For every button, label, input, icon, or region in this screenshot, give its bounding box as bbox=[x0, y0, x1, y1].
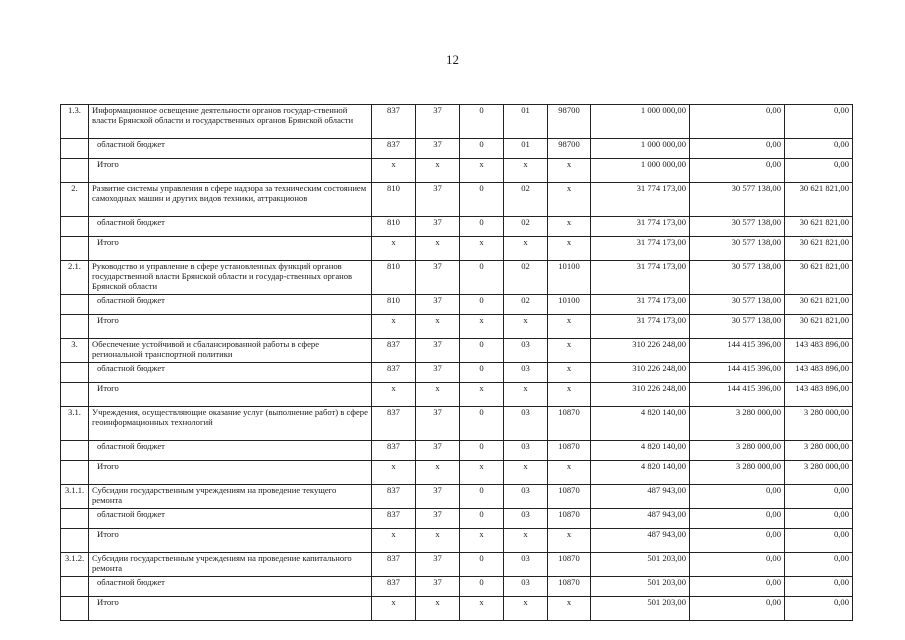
code-event-cell: 03 bbox=[504, 339, 548, 363]
row-name-cell: областной бюджет bbox=[89, 509, 372, 529]
row-name-cell: областной бюджет bbox=[89, 295, 372, 315]
code-program-cell: x bbox=[416, 315, 460, 339]
code-subprogram-cell: 0 bbox=[460, 485, 504, 509]
code-grbs-cell: 837 bbox=[372, 105, 416, 139]
code-subprogram-cell: x bbox=[460, 315, 504, 339]
row-number-cell bbox=[61, 461, 89, 485]
code-subprogram-cell: x bbox=[460, 461, 504, 485]
row-number-cell: 1.3. bbox=[61, 105, 89, 139]
row-number-cell: 2.1. bbox=[61, 261, 89, 295]
row-number-cell: 3.1. bbox=[61, 407, 89, 441]
amount-year3-cell: 0,00 bbox=[785, 105, 853, 139]
code-grbs-cell: 837 bbox=[372, 577, 416, 597]
amount-year3-cell: 30 621 821,00 bbox=[785, 183, 853, 217]
section-row bbox=[61, 183, 853, 217]
code-subprogram-cell: 0 bbox=[460, 577, 504, 597]
total-row bbox=[61, 315, 853, 339]
code-program-cell: 37 bbox=[416, 553, 460, 577]
row-name-cell: Итого bbox=[89, 597, 372, 621]
amount-year2-cell: 0,00 bbox=[690, 105, 785, 139]
section-row bbox=[61, 553, 853, 577]
code-direction-cell: 98700 bbox=[548, 139, 591, 159]
code-grbs-cell: 810 bbox=[372, 261, 416, 295]
code-program-cell: x bbox=[416, 159, 460, 183]
code-program-cell: 37 bbox=[416, 261, 460, 295]
code-grbs-cell: x bbox=[372, 461, 416, 485]
code-direction-cell: 10100 bbox=[548, 261, 591, 295]
code-direction-cell: x bbox=[548, 315, 591, 339]
code-direction-cell: 98700 bbox=[548, 105, 591, 139]
section-row bbox=[61, 407, 853, 441]
code-grbs-cell: 837 bbox=[372, 441, 416, 461]
code-program-cell: 37 bbox=[416, 339, 460, 363]
code-program-cell: 37 bbox=[416, 139, 460, 159]
amount-year3-cell: 0,00 bbox=[785, 529, 853, 553]
code-subprogram-cell: x bbox=[460, 237, 504, 261]
code-subprogram-cell: x bbox=[460, 597, 504, 621]
code-grbs-cell: 837 bbox=[372, 407, 416, 441]
row-name-cell: Итого bbox=[89, 529, 372, 553]
code-subprogram-cell: 0 bbox=[460, 295, 504, 315]
code-subprogram-cell: 0 bbox=[460, 261, 504, 295]
amount-year3-cell: 0,00 bbox=[785, 577, 853, 597]
code-subprogram-cell: 0 bbox=[460, 553, 504, 577]
code-grbs-cell: x bbox=[372, 159, 416, 183]
code-program-cell: 37 bbox=[416, 441, 460, 461]
code-grbs-cell: x bbox=[372, 529, 416, 553]
amount-year2-cell: 144 415 396,00 bbox=[690, 383, 785, 407]
row-number-cell bbox=[61, 383, 89, 407]
code-grbs-cell: 837 bbox=[372, 139, 416, 159]
code-subprogram-cell: x bbox=[460, 529, 504, 553]
code-grbs-cell: x bbox=[372, 315, 416, 339]
code-program-cell: 37 bbox=[416, 217, 460, 237]
amount-year1-cell: 501 203,00 bbox=[591, 597, 690, 621]
section-row bbox=[61, 339, 853, 363]
amount-year1-cell: 1 000 000,00 bbox=[591, 139, 690, 159]
code-event-cell: 02 bbox=[504, 217, 548, 237]
code-direction-cell: 10870 bbox=[548, 441, 591, 461]
code-subprogram-cell: 0 bbox=[460, 105, 504, 139]
code-event-cell: x bbox=[504, 315, 548, 339]
code-subprogram-cell: 0 bbox=[460, 441, 504, 461]
code-grbs-cell: 837 bbox=[372, 485, 416, 509]
code-event-cell: x bbox=[504, 529, 548, 553]
row-name-cell: Итого bbox=[89, 237, 372, 261]
page-number: 12 bbox=[446, 52, 459, 67]
code-program-cell: 37 bbox=[416, 363, 460, 383]
amount-year3-cell: 30 621 821,00 bbox=[785, 237, 853, 261]
total-row bbox=[61, 597, 853, 621]
code-event-cell: 03 bbox=[504, 577, 548, 597]
row-number-cell: 3.1.2. bbox=[61, 553, 89, 577]
total-row bbox=[61, 461, 853, 485]
code-direction-cell: x bbox=[548, 237, 591, 261]
code-event-cell: x bbox=[504, 159, 548, 183]
amount-year1-cell: 4 820 140,00 bbox=[591, 407, 690, 441]
amount-year2-cell: 3 280 000,00 bbox=[690, 461, 785, 485]
amount-year3-cell: 3 280 000,00 bbox=[785, 407, 853, 441]
row-name-cell: Руководство и управление в сфере установленных функций органов государственной власти Брянской области и государ-ственных органов Брянской области bbox=[89, 261, 372, 295]
amount-year1-cell: 487 943,00 bbox=[591, 529, 690, 553]
row-name-cell: Субсидии государственным учреждениям на проведение капитального ремонта bbox=[89, 553, 372, 577]
amount-year2-cell: 144 415 396,00 bbox=[690, 363, 785, 383]
row-number-cell bbox=[61, 597, 89, 621]
amount-year3-cell: 0,00 bbox=[785, 139, 853, 159]
code-direction-cell: 10870 bbox=[548, 577, 591, 597]
code-direction-cell: 10870 bbox=[548, 485, 591, 509]
amount-year2-cell: 30 577 138,00 bbox=[690, 315, 785, 339]
amount-year2-cell: 0,00 bbox=[690, 139, 785, 159]
row-number-cell: 3. bbox=[61, 339, 89, 363]
row-number-cell bbox=[61, 441, 89, 461]
code-grbs-cell: 810 bbox=[372, 183, 416, 217]
amount-year2-cell: 3 280 000,00 bbox=[690, 441, 785, 461]
row-name-cell: Итого bbox=[89, 315, 372, 339]
amount-year1-cell: 4 820 140,00 bbox=[591, 441, 690, 461]
row-number-cell bbox=[61, 295, 89, 315]
code-subprogram-cell: 0 bbox=[460, 407, 504, 441]
amount-year2-cell: 30 577 138,00 bbox=[690, 237, 785, 261]
row-name-cell: Итого bbox=[89, 159, 372, 183]
code-grbs-cell: 810 bbox=[372, 217, 416, 237]
budget-source-row bbox=[61, 295, 853, 315]
amount-year1-cell: 31 774 173,00 bbox=[591, 295, 690, 315]
budget-source-row bbox=[61, 577, 853, 597]
code-event-cell: 01 bbox=[504, 105, 548, 139]
code-grbs-cell: 837 bbox=[372, 339, 416, 363]
amount-year2-cell: 30 577 138,00 bbox=[690, 261, 785, 295]
amount-year2-cell: 30 577 138,00 bbox=[690, 295, 785, 315]
amount-year1-cell: 31 774 173,00 bbox=[591, 237, 690, 261]
amount-year1-cell: 310 226 248,00 bbox=[591, 339, 690, 363]
row-number-cell bbox=[61, 217, 89, 237]
code-subprogram-cell: 0 bbox=[460, 183, 504, 217]
row-number-cell bbox=[61, 363, 89, 383]
budget-source-row bbox=[61, 363, 853, 383]
code-event-cell: 02 bbox=[504, 295, 548, 315]
code-event-cell: 03 bbox=[504, 553, 548, 577]
amount-year2-cell: 0,00 bbox=[690, 529, 785, 553]
code-event-cell: x bbox=[504, 383, 548, 407]
code-direction-cell: 10100 bbox=[548, 295, 591, 315]
code-program-cell: 37 bbox=[416, 105, 460, 139]
row-number-cell bbox=[61, 139, 89, 159]
section-row bbox=[61, 105, 853, 139]
amount-year2-cell: 0,00 bbox=[690, 159, 785, 183]
code-direction-cell: 10870 bbox=[548, 509, 591, 529]
amount-year1-cell: 487 943,00 bbox=[591, 509, 690, 529]
code-program-cell: x bbox=[416, 529, 460, 553]
code-direction-cell: 10870 bbox=[548, 553, 591, 577]
amount-year3-cell: 30 621 821,00 bbox=[785, 295, 853, 315]
budget-table bbox=[60, 104, 853, 621]
code-grbs-cell: 837 bbox=[372, 509, 416, 529]
amount-year1-cell: 1 000 000,00 bbox=[591, 105, 690, 139]
amount-year2-cell: 0,00 bbox=[690, 509, 785, 529]
code-event-cell: 03 bbox=[504, 407, 548, 441]
row-name-cell: областной бюджет bbox=[89, 217, 372, 237]
code-direction-cell: 10870 bbox=[548, 407, 591, 441]
amount-year2-cell: 0,00 bbox=[690, 553, 785, 577]
amount-year3-cell: 30 621 821,00 bbox=[785, 315, 853, 339]
code-grbs-cell: 837 bbox=[372, 363, 416, 383]
row-number-cell bbox=[61, 237, 89, 261]
amount-year3-cell: 143 483 896,00 bbox=[785, 363, 853, 383]
row-name-cell: областной бюджет bbox=[89, 363, 372, 383]
code-program-cell: 37 bbox=[416, 485, 460, 509]
row-name-cell: Учреждения, осуществляющие оказание услуг (выполнение работ) в сфере геоинформационных технологий bbox=[89, 407, 372, 441]
code-direction-cell: x bbox=[548, 363, 591, 383]
row-name-cell: Обеспечение устойчивой и сбалансированной работы в сфере региональной транспортной политики bbox=[89, 339, 372, 363]
row-name-cell: Итого bbox=[89, 461, 372, 485]
amount-year3-cell: 3 280 000,00 bbox=[785, 461, 853, 485]
code-direction-cell: x bbox=[548, 339, 591, 363]
total-row bbox=[61, 383, 853, 407]
total-row bbox=[61, 529, 853, 553]
code-event-cell: x bbox=[504, 237, 548, 261]
section-row bbox=[61, 485, 853, 509]
code-event-cell: 03 bbox=[504, 441, 548, 461]
amount-year3-cell: 143 483 896,00 bbox=[785, 339, 853, 363]
code-program-cell: 37 bbox=[416, 295, 460, 315]
code-direction-cell: x bbox=[548, 159, 591, 183]
amount-year1-cell: 4 820 140,00 bbox=[591, 461, 690, 485]
row-number-cell bbox=[61, 577, 89, 597]
amount-year2-cell: 144 415 396,00 bbox=[690, 339, 785, 363]
amount-year1-cell: 31 774 173,00 bbox=[591, 217, 690, 237]
code-program-cell: x bbox=[416, 597, 460, 621]
amount-year3-cell: 30 621 821,00 bbox=[785, 261, 853, 295]
code-program-cell: x bbox=[416, 461, 460, 485]
code-direction-cell: x bbox=[548, 529, 591, 553]
code-event-cell: 03 bbox=[504, 509, 548, 529]
code-direction-cell: x bbox=[548, 597, 591, 621]
amount-year1-cell: 31 774 173,00 bbox=[591, 315, 690, 339]
code-grbs-cell: 810 bbox=[372, 295, 416, 315]
code-subprogram-cell: 0 bbox=[460, 509, 504, 529]
code-event-cell: 02 bbox=[504, 183, 548, 217]
budget-source-row bbox=[61, 217, 853, 237]
row-number-cell bbox=[61, 509, 89, 529]
budget-source-row bbox=[61, 509, 853, 529]
code-direction-cell: x bbox=[548, 183, 591, 217]
code-event-cell: x bbox=[504, 597, 548, 621]
code-program-cell: x bbox=[416, 383, 460, 407]
amount-year1-cell: 501 203,00 bbox=[591, 577, 690, 597]
code-program-cell: x bbox=[416, 237, 460, 261]
amount-year2-cell: 0,00 bbox=[690, 597, 785, 621]
amount-year1-cell: 501 203,00 bbox=[591, 553, 690, 577]
code-grbs-cell: x bbox=[372, 597, 416, 621]
row-name-cell: областной бюджет bbox=[89, 441, 372, 461]
code-direction-cell: x bbox=[548, 383, 591, 407]
amount-year1-cell: 31 774 173,00 bbox=[591, 261, 690, 295]
code-grbs-cell: x bbox=[372, 237, 416, 261]
amount-year2-cell: 30 577 138,00 bbox=[690, 217, 785, 237]
code-subprogram-cell: 0 bbox=[460, 363, 504, 383]
code-program-cell: 37 bbox=[416, 577, 460, 597]
code-event-cell: 03 bbox=[504, 363, 548, 383]
code-event-cell: x bbox=[504, 461, 548, 485]
row-name-cell: областной бюджет bbox=[89, 577, 372, 597]
amount-year3-cell: 0,00 bbox=[785, 159, 853, 183]
code-subprogram-cell: x bbox=[460, 159, 504, 183]
row-name-cell: областной бюджет bbox=[89, 139, 372, 159]
amount-year2-cell: 0,00 bbox=[690, 485, 785, 509]
budget-source-row bbox=[61, 139, 853, 159]
amount-year1-cell: 1 000 000,00 bbox=[591, 159, 690, 183]
code-direction-cell: x bbox=[548, 217, 591, 237]
amount-year3-cell: 0,00 bbox=[785, 509, 853, 529]
row-number-cell bbox=[61, 315, 89, 339]
code-subprogram-cell: 0 bbox=[460, 339, 504, 363]
amount-year1-cell: 31 774 173,00 bbox=[591, 183, 690, 217]
amount-year2-cell: 30 577 138,00 bbox=[690, 183, 785, 217]
amount-year1-cell: 310 226 248,00 bbox=[591, 383, 690, 407]
code-subprogram-cell: 0 bbox=[460, 217, 504, 237]
amount-year3-cell: 30 621 821,00 bbox=[785, 217, 853, 237]
amount-year1-cell: 310 226 248,00 bbox=[591, 363, 690, 383]
code-program-cell: 37 bbox=[416, 509, 460, 529]
amount-year3-cell: 0,00 bbox=[785, 597, 853, 621]
code-program-cell: 37 bbox=[416, 183, 460, 217]
code-event-cell: 03 bbox=[504, 485, 548, 509]
total-row bbox=[61, 237, 853, 261]
amount-year3-cell: 143 483 896,00 bbox=[785, 383, 853, 407]
code-program-cell: 37 bbox=[416, 407, 460, 441]
amount-year1-cell: 487 943,00 bbox=[591, 485, 690, 509]
budget-source-row bbox=[61, 441, 853, 461]
section-row bbox=[61, 261, 853, 295]
amount-year3-cell: 0,00 bbox=[785, 553, 853, 577]
row-number-cell: 3.1.1. bbox=[61, 485, 89, 509]
code-grbs-cell: x bbox=[372, 383, 416, 407]
row-number-cell: 2. bbox=[61, 183, 89, 217]
row-name-cell: Субсидии государственным учреждениям на проведение текущего ремонта bbox=[89, 485, 372, 509]
row-name-cell: Итого bbox=[89, 383, 372, 407]
amount-year3-cell: 3 280 000,00 bbox=[785, 441, 853, 461]
row-number-cell bbox=[61, 529, 89, 553]
code-direction-cell: x bbox=[548, 461, 591, 485]
code-subprogram-cell: x bbox=[460, 383, 504, 407]
row-number-cell bbox=[61, 159, 89, 183]
row-name-cell: Развитие системы управления в сфере надзора за техническим состоянием самоходных машин и других видов техники, аттракционов bbox=[89, 183, 372, 217]
amount-year2-cell: 3 280 000,00 bbox=[690, 407, 785, 441]
total-row bbox=[61, 159, 853, 183]
code-grbs-cell: 837 bbox=[372, 553, 416, 577]
amount-year3-cell: 0,00 bbox=[785, 485, 853, 509]
amount-year2-cell: 0,00 bbox=[690, 577, 785, 597]
row-name-cell: Информационное освещение деятельности органов государ-ственной власти Брянской области и государственных органов Брянской области bbox=[89, 105, 372, 139]
code-event-cell: 02 bbox=[504, 261, 548, 295]
code-event-cell: 01 bbox=[504, 139, 548, 159]
code-subprogram-cell: 0 bbox=[460, 139, 504, 159]
